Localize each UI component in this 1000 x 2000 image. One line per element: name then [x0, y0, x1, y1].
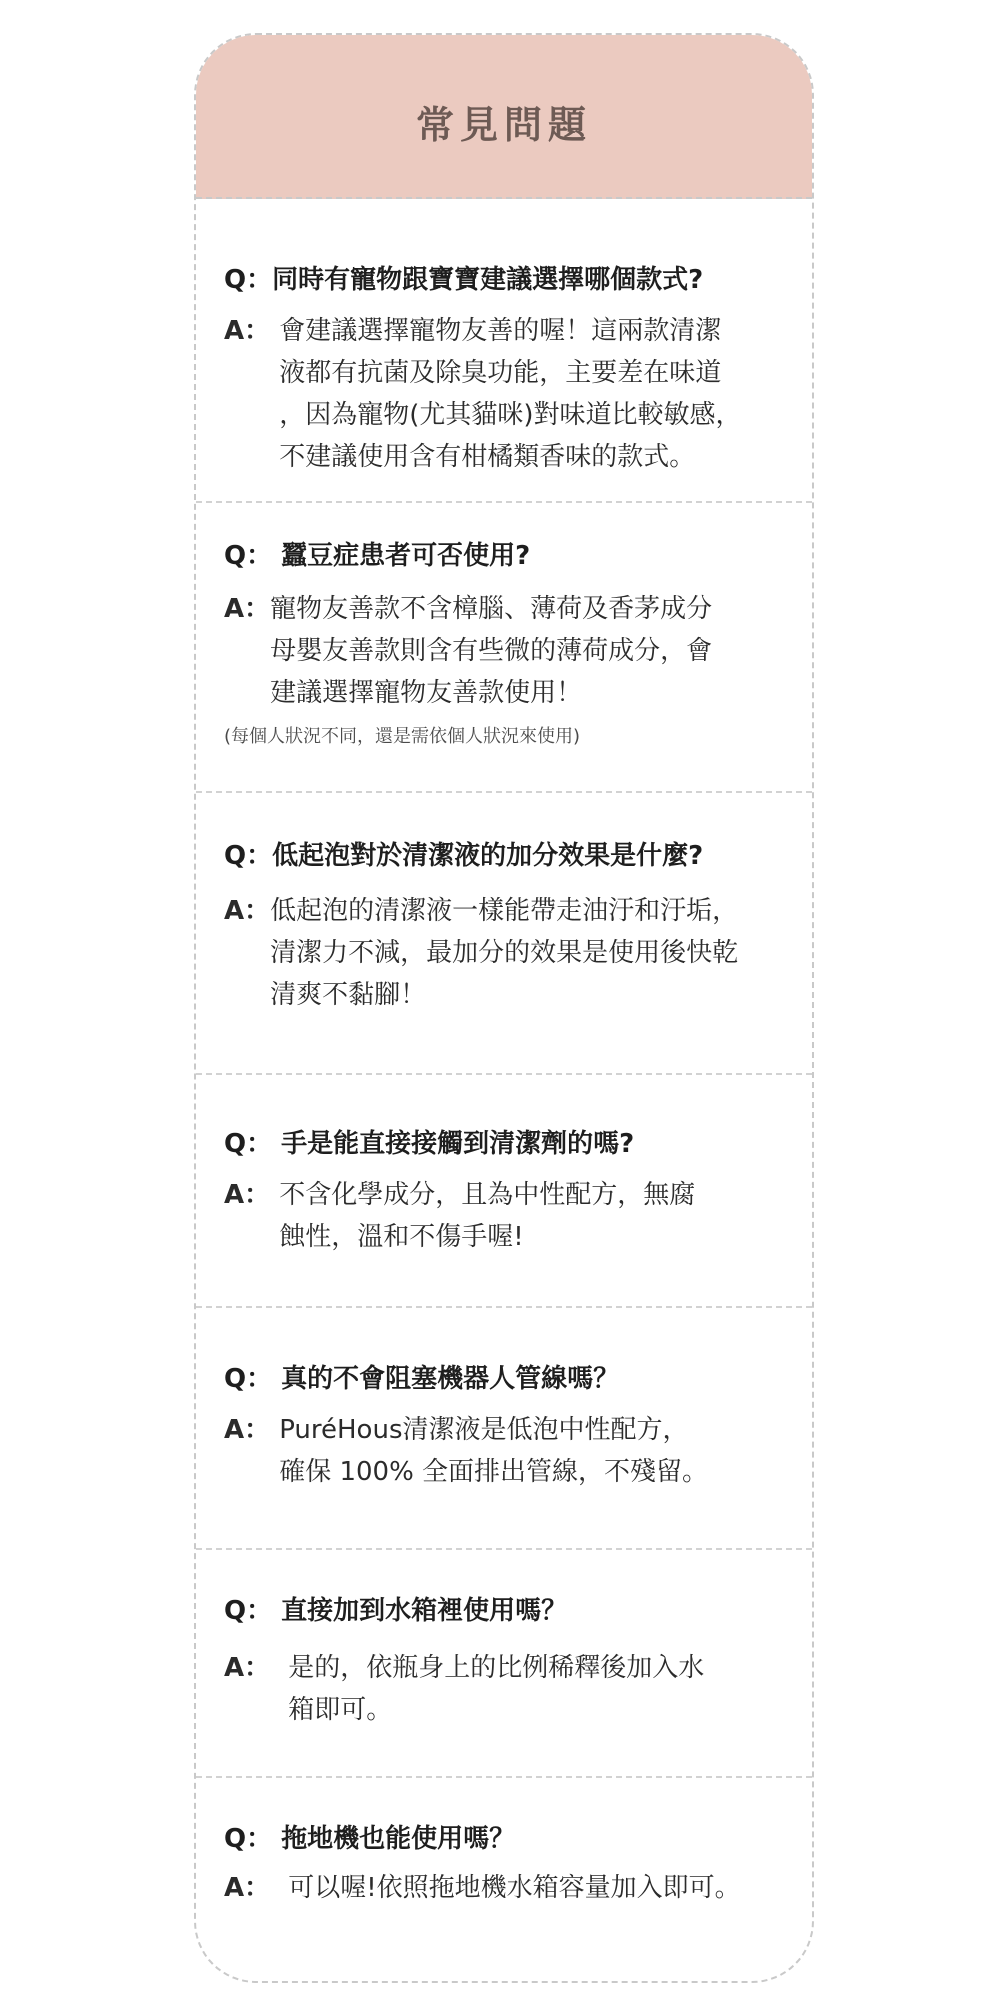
answer-prefix: A： [224, 594, 271, 624]
question-line [224, 535, 804, 572]
answer-block [224, 1174, 804, 1258]
answer-line: 是的，依瓶身上的比例稀釋後加入水 [288, 1653, 705, 1683]
question-line [224, 1818, 804, 1855]
answer-line: 箱即可。 [288, 1695, 393, 1725]
answer-line: 母嬰友善款則含有些微的薄荷成分，會 [270, 636, 713, 666]
faq-item [196, 1308, 812, 1550]
faq-card [194, 33, 814, 1983]
question-prefix: Q： [224, 541, 282, 571]
answer-prefix: A： [224, 1180, 280, 1210]
question-text: 同時有寵物跟寶寶建議選擇哪個款式? [272, 265, 704, 295]
question-prefix: Q： [224, 265, 273, 295]
answer-line: 確保 100% 全面排出管線，不殘留。 [279, 1457, 709, 1487]
question-text: 手是能直接接觸到清潔劑的嗎? [281, 1129, 635, 1159]
question-text: 直接加到水箱裡使用嗎？ [281, 1596, 568, 1626]
faq-item [196, 793, 812, 1075]
question-prefix: Q： [224, 1596, 282, 1626]
answer-line: 寵物友善款不含樟腦、薄荷及香茅成分 [270, 594, 713, 624]
answer-prefix: A： [224, 1873, 289, 1903]
answer-line: 可以喔!依照拖地機水箱容量加入即可。 [288, 1873, 741, 1903]
question-line [224, 835, 804, 872]
question-text: 拖地機也能使用嗎？ [281, 1824, 516, 1854]
answer-line: 清爽不黏腳！ [270, 980, 427, 1010]
answer-block [224, 310, 804, 478]
answer-line: 建議選擇寵物友善款使用！ [270, 678, 583, 708]
answer-prefix: A： [224, 896, 271, 926]
answer-line: ，因為寵物(尤其貓咪)對味道比較敏感， [279, 400, 742, 430]
question-text: 真的不會阻塞機器人管線嗎？ [281, 1364, 620, 1394]
answer-block [224, 1647, 804, 1731]
answer-line: 不含化學成分，且為中性配方，無腐 [279, 1180, 696, 1210]
question-prefix: Q： [224, 841, 273, 871]
question-line [224, 1358, 804, 1395]
answer-block [224, 1867, 804, 1909]
question-prefix: Q： [224, 1364, 282, 1394]
answer-line: 會建議選擇寵物友善的喔！這兩款清潔 [279, 316, 722, 346]
faq-item [196, 1778, 812, 1909]
answer-block [224, 1409, 804, 1493]
faq-item [196, 1550, 812, 1778]
answer-line: 液都有抗菌及除臭功能，主要差在味道 [279, 358, 722, 388]
answer-prefix: A： [224, 316, 280, 346]
answer-line: 清潔力不減，最加分的效果是使用後快乾 [270, 938, 739, 968]
faq-item [196, 1075, 812, 1308]
answer-prefix: A： [224, 1653, 289, 1683]
answer-line: 低起泡的清潔液一樣能帶走油汙和汙垢， [270, 896, 739, 926]
question-prefix: Q： [224, 1129, 282, 1159]
answer-line: PuréHous清潔液是低泡中性配方， [279, 1415, 689, 1445]
question-text: 低起泡對於清潔液的加分效果是什麼? [272, 841, 704, 871]
faq-item [196, 199, 812, 503]
question-line [224, 259, 804, 296]
page-title: 常見問題 [415, 102, 592, 147]
faq-header [196, 35, 812, 199]
answer-prefix: A： [224, 1415, 280, 1445]
question-line [224, 1590, 804, 1627]
question-line [224, 1123, 804, 1160]
answer-line: 不建議使用含有柑橘類香味的款式。 [279, 442, 696, 472]
question-text: 蠶豆症患者可否使用? [281, 541, 531, 571]
answer-block [224, 890, 804, 1016]
faq-item [196, 503, 812, 793]
answer-block [224, 588, 804, 714]
answer-line: 蝕性，溫和不傷手喔! [279, 1222, 524, 1252]
question-prefix: Q： [224, 1824, 282, 1854]
answer-note: (每個人狀況不同，還是需依個人狀況來使用) [224, 726, 581, 747]
